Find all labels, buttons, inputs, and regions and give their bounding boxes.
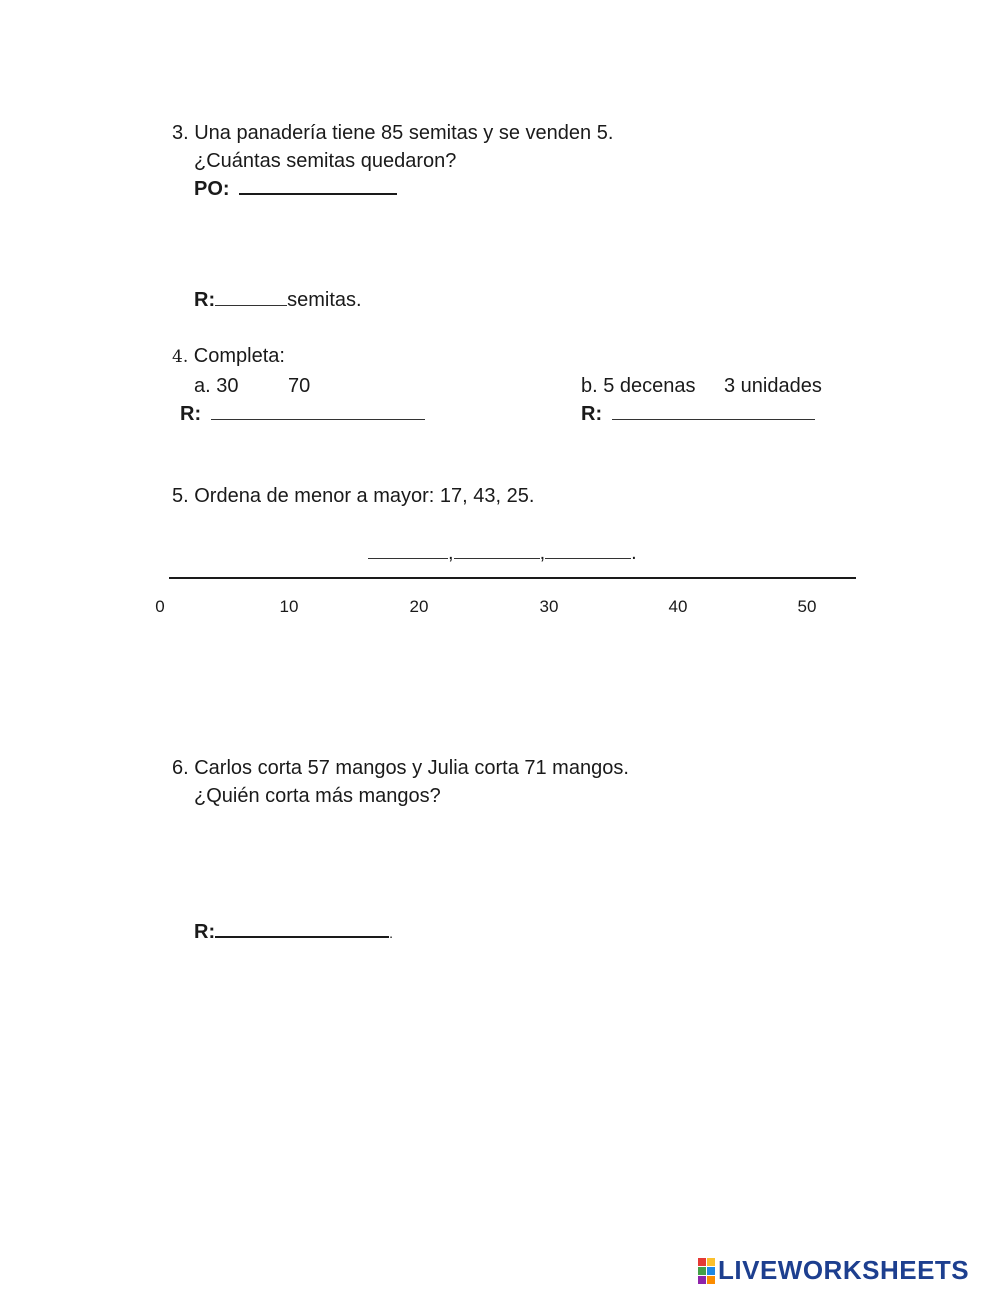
q4-a-value: 70 — [288, 375, 311, 397]
q5-separator-1: , — [448, 542, 454, 564]
q5-answer-blank-3[interactable] — [545, 558, 631, 559]
q4-a-label: a. 30 — [194, 375, 239, 397]
number-line-axis — [169, 577, 856, 579]
q5-order-answers — [368, 543, 637, 563]
number-line-tick-label: 30 — [539, 597, 559, 616]
number-line-tick-label: 0 — [155, 597, 165, 616]
q3-po-label: PO: — [194, 178, 230, 200]
q4-b-label: b. 5 decenas — [581, 375, 696, 397]
q4-r-a-label: R: — [180, 403, 202, 425]
q3-po-row — [194, 179, 397, 199]
q6-r-answer-blank[interactable] — [215, 936, 389, 938]
liveworksheets-logo-text: LIVEWORKSHEETS — [718, 1255, 970, 1285]
q5-answer-blank-1[interactable] — [368, 558, 448, 559]
q6-line2: ¿Quién corta más mangos? — [194, 785, 441, 807]
q4-r-a-row — [180, 404, 425, 424]
q5-answer-blank-2[interactable] — [454, 558, 540, 559]
q4-title-row — [172, 346, 285, 366]
liveworksheets-logo[interactable] — [698, 1255, 969, 1286]
q3-r-row — [194, 290, 362, 310]
q3-r-label: R: — [194, 289, 216, 311]
q5-end-period: . — [631, 542, 637, 564]
q3-r-suffix: semitas. — [287, 289, 362, 311]
q4-r-b-answer-blank[interactable] — [612, 419, 815, 420]
number-line-tick-label: 10 — [279, 597, 299, 616]
q4-number: 4. — [172, 347, 189, 367]
q5-prompt: 5. Ordena de menor a mayor: 17, 43, 25. — [172, 485, 535, 507]
q3-line1: 3. Una panadería tiene 85 semitas y se venden 5. — [172, 122, 614, 144]
q4-r-b-label: R: — [581, 403, 603, 425]
q3-po-answer-blank[interactable] — [239, 193, 397, 195]
q6-r-label: R: — [194, 921, 216, 943]
liveworksheets-logo-icon — [698, 1258, 715, 1284]
q4-r-b-row — [581, 404, 815, 424]
q6-r-row — [194, 922, 393, 942]
q4-r-a-answer-blank[interactable] — [211, 419, 425, 420]
number-line-tick-label: 40 — [668, 597, 688, 616]
q4-title: Completa: — [193, 345, 285, 367]
q3-line2: ¿Cuántas semitas quedaron? — [194, 150, 457, 172]
q5-separator-2: , — [539, 542, 546, 564]
number-line-tick-label: 50 — [797, 597, 817, 616]
q6-line1: 6. Carlos corta 57 mangos y Julia corta 71 mangos. — [172, 757, 629, 779]
q6-end-period: . — [389, 925, 393, 941]
q3-r-answer-blank[interactable] — [215, 305, 287, 306]
number-line-tick-label: 20 — [409, 597, 429, 616]
q4-b-value: 3 unidades — [724, 375, 822, 397]
